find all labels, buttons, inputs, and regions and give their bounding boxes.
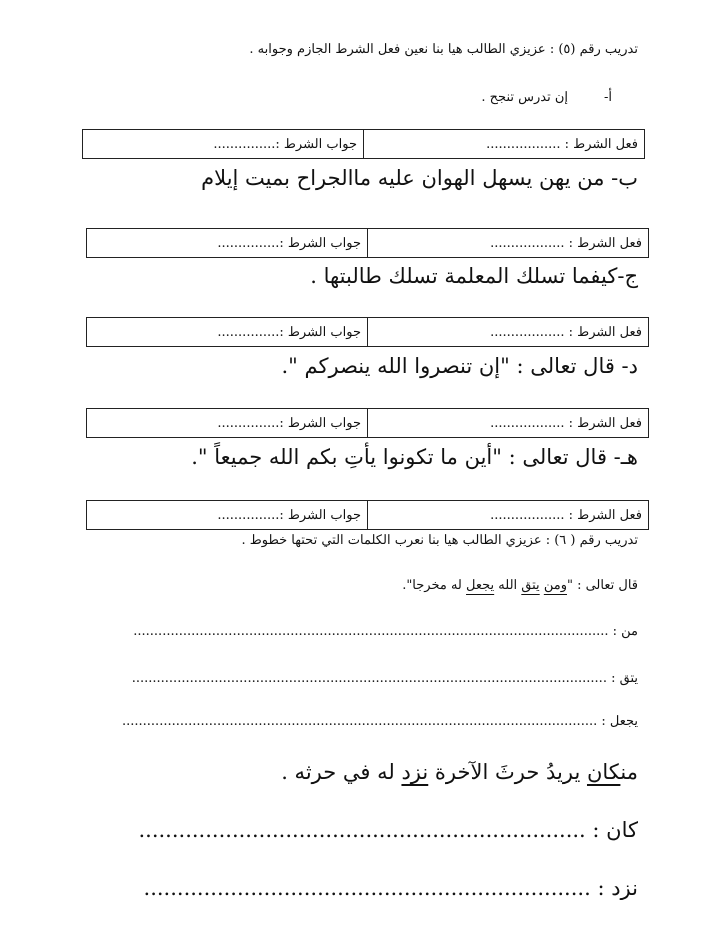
parse-dots: ................................................................................................................... xyxy=(133,624,609,639)
condition-answer-cell[interactable]: جواب الشرط :............... xyxy=(217,235,361,251)
parse-line-nazid[interactable] xyxy=(86,876,638,900)
item-c-sentence: ج-كيفما تسلك المعلمة تسلك طالبتها . xyxy=(310,264,638,288)
condition-verb-cell[interactable]: فعل الشرط : .................. xyxy=(367,229,648,257)
condition-answer-cell[interactable]: جواب الشرط :............... xyxy=(217,415,361,431)
condition-verb-cell[interactable]: فعل الشرط : .................. xyxy=(367,409,648,437)
verse-word-yattaqi: يتق xyxy=(521,578,540,593)
sentence2-word-man: من xyxy=(620,760,638,784)
sentence2-word-nazid: نزد xyxy=(401,760,429,784)
item-e-sentence: هـ- قال تعالى : "أين ما تكونوا يأتِ بكم الله جميعاً ". xyxy=(191,445,638,469)
verse-word-wa-man: ومن xyxy=(543,578,567,593)
parse-line-kana[interactable] xyxy=(86,818,638,842)
parse-label-kana: كان : xyxy=(592,818,638,842)
item-a-letter: أ- xyxy=(603,90,612,105)
verse-word-allah: الله xyxy=(494,578,522,593)
answer-row-4 xyxy=(86,408,649,438)
condition-answer-cell[interactable]: جواب الشرط :............... xyxy=(217,324,361,340)
parse-label-yajal: يجعل : xyxy=(601,714,638,729)
condition-answer-cell[interactable]: جواب الشرط :............... xyxy=(217,507,361,523)
item-b-sentence: ب- من يهن يسهل الهوان عليه ماالجراح بميت إيلام xyxy=(201,166,638,190)
condition-verb-cell[interactable]: فعل الشرط : .................. xyxy=(367,318,648,346)
exercise6-title: تدريب رقم ( ٦) : عزيزي الطالب هيا بنا نعرب الكلمات التي تحتها خطوط . xyxy=(241,533,638,548)
parse-dots: ................................................................................................................... xyxy=(122,714,598,729)
condition-verb-cell[interactable]: فعل الشرط : .................. xyxy=(367,501,648,529)
sentence2-suffix: له في حرثه . xyxy=(281,760,402,784)
answer-row-2 xyxy=(86,228,649,258)
verse-line xyxy=(402,578,638,593)
answer-row-1 xyxy=(82,129,645,159)
answer-row-3 xyxy=(86,317,649,347)
condition-verb-cell[interactable]: فعل الشرط : .................. xyxy=(363,130,644,158)
parse-dots: ................................................................... xyxy=(138,818,586,842)
parse-line-man[interactable] xyxy=(86,624,638,639)
item-a-sentence: إن تدرس تنجح . xyxy=(481,90,568,105)
condition-answer-cell[interactable]: جواب الشرط :............... xyxy=(213,136,357,152)
exercise5-title: تدريب رقم (٥) : عزيزي الطالب هيا بنا نعين فعل الشرط الجازم وجوابه . xyxy=(249,42,638,57)
answer-row-5 xyxy=(86,500,649,530)
parse-label-nazid: نزد : xyxy=(597,876,638,900)
sentence2-word-kana: كان xyxy=(586,760,621,784)
parse-line-yajal[interactable] xyxy=(86,714,638,729)
parse-label-man: من : xyxy=(612,624,638,639)
sentence-2 xyxy=(281,760,638,784)
parse-line-yattaqi[interactable] xyxy=(86,671,638,686)
parse-dots: ................................................................................................................... xyxy=(131,671,607,686)
verse-word-yajal: يجعل xyxy=(466,578,495,593)
sentence2-mid: يريدُ حرثَ الآخرة xyxy=(428,760,587,784)
verse-prefix: قال تعالى : " xyxy=(566,578,638,593)
parse-label-yattaqi: يتقِ : xyxy=(611,671,638,686)
item-d-sentence: د- قال تعالى : "إن تنصروا الله ينصركم ". xyxy=(281,354,638,378)
parse-dots: ................................................................... xyxy=(143,876,591,900)
verse-suffix: له مخرجا". xyxy=(402,578,467,593)
